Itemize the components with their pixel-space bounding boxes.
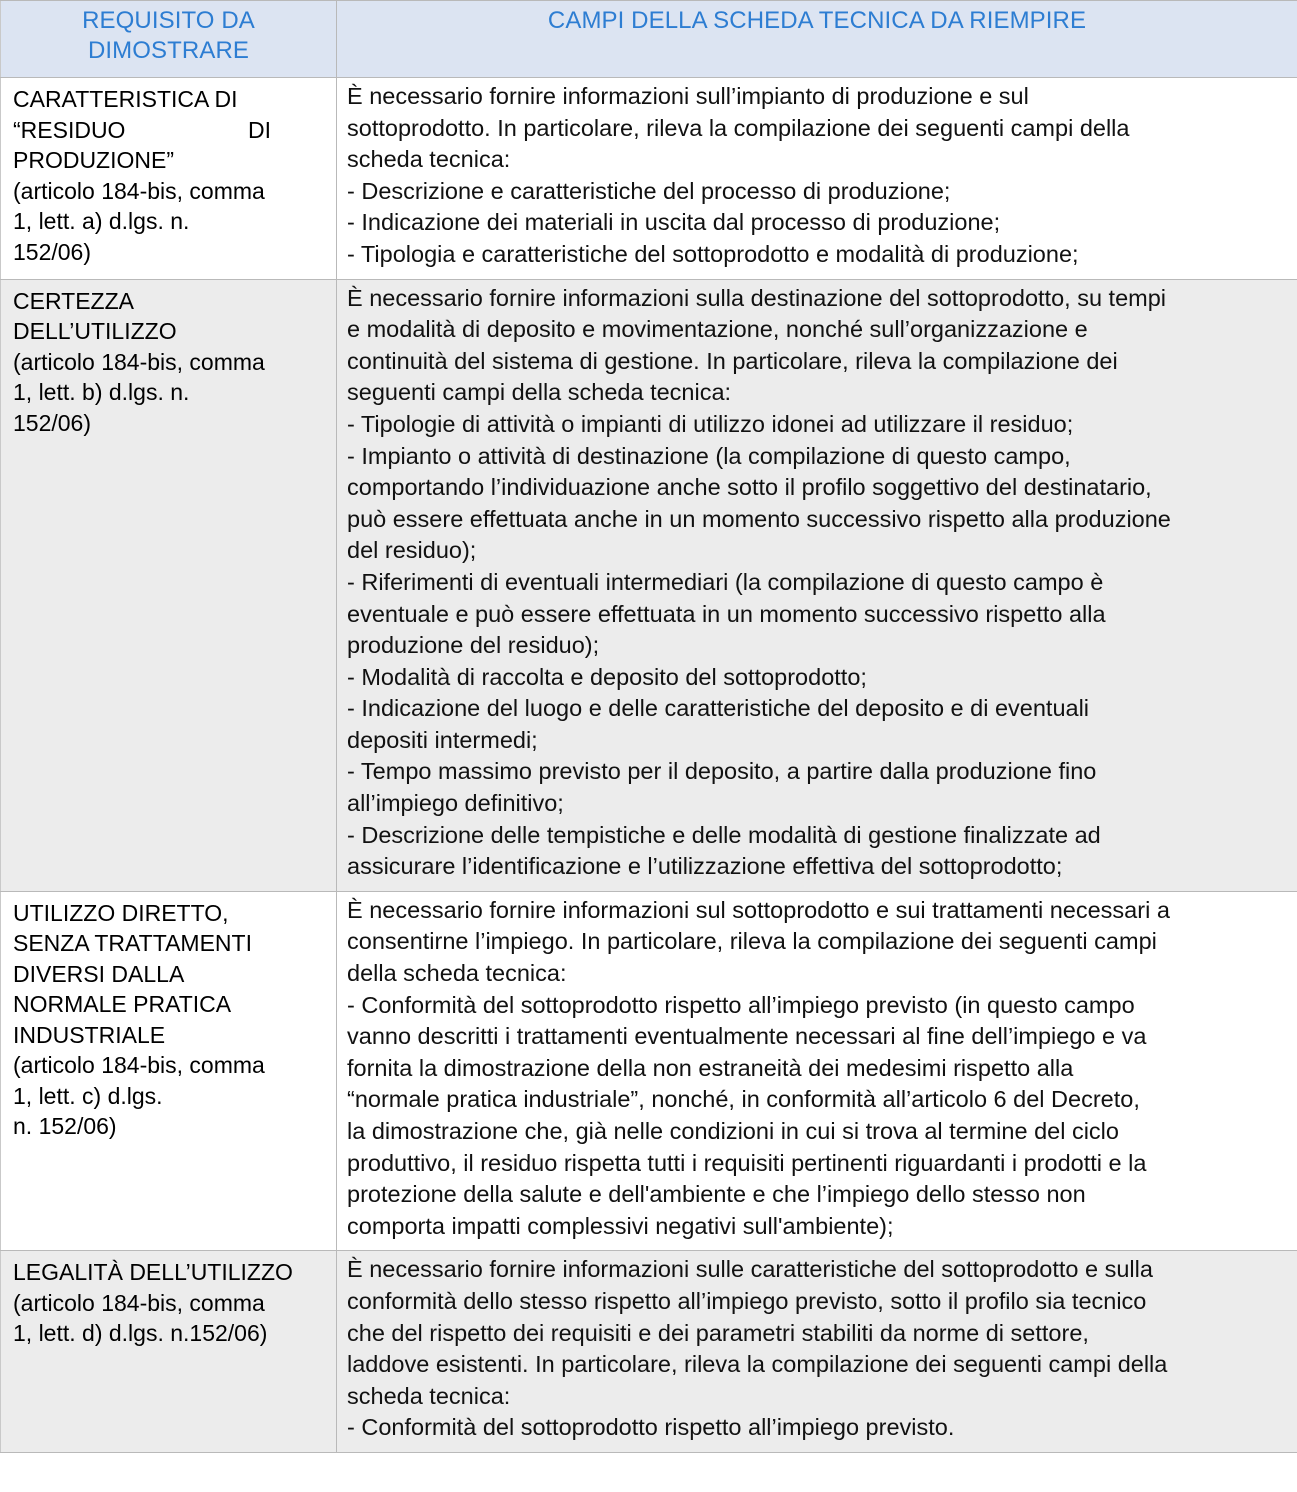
requirement-line: DELL’UTILIZZO — [13, 318, 177, 345]
requirement-line: 152/06) — [13, 409, 92, 436]
requirement-line-part: “RESIDUO — [13, 116, 126, 143]
requirement-line: CARATTERISTICA DI — [13, 86, 238, 112]
fields-line: depositi intermedi; — [347, 726, 538, 753]
requirement-line: (articolo 184-bis, comma — [13, 1052, 265, 1079]
requirement-cell-3 — [1, 891, 337, 1251]
table-header — [1, 1, 1297, 78]
fields-line: - Modalità di raccolta e deposito del sottoprodotto; — [347, 663, 867, 690]
fields-line: - Descrizione e caratteristiche del processo di produzione; — [347, 177, 951, 204]
requirement-line: CERTEZZA — [13, 287, 134, 314]
table-header-row — [1, 1, 1297, 78]
fields-line: produttivo, il residuo rispetta tutti i requisiti pertinenti riguardanti i prodotti e la — [347, 1149, 1147, 1176]
fields-line: assicurare l’identificazione e l’utilizzazione effettiva del sottoprodotto; — [347, 853, 1063, 880]
fields-line: - Tempo massimo previsto per il deposito, a partire dalla produzione fino — [347, 758, 1097, 785]
fields-line: - Impianto o attività di destinazione (la compilazione di questo campo, — [347, 442, 1071, 469]
requirement-line: NORMALE PRATICA — [13, 991, 232, 1018]
requirement-line: DIVERSI DALLA — [13, 960, 185, 987]
requirement-line: 1, lett. c) d.lgs. — [13, 1082, 163, 1109]
fields-line: - Tipologia e caratteristiche del sottoprodotto e modalità di produzione; — [347, 240, 1079, 267]
table-row — [1, 891, 1297, 1251]
fields-line: - Riferimenti di eventuali intermediari (la compilazione di questo campo è — [347, 568, 1104, 595]
requirement-line-justified — [13, 115, 271, 146]
fields-line: laddove esistenti. In particolare, rileva la compilazione dei seguenti campi della — [347, 1351, 1168, 1378]
requirement-line: LEGALITÀ DELL’UTILIZZO — [13, 1259, 293, 1286]
fields-cell-4 — [337, 1251, 1297, 1453]
fields-line: e modalità di deposito e movimentazione, nonché sull’organizzazione e — [347, 316, 1088, 343]
column-header-requisito — [1, 1, 337, 78]
fields-line: sottoprodotto. In particolare, rileva la compilazione dei seguenti campi della — [347, 114, 1130, 141]
fields-line: della scheda tecnica: — [347, 960, 567, 987]
table-row — [1, 78, 1297, 280]
fields-line: che del rispetto dei requisiti e dei parametri stabiliti da norme di settore, — [347, 1319, 1089, 1346]
requirement-line: UTILIZZO DIRETTO, — [13, 899, 229, 926]
fields-line: fornita la dimostrazione della non estraneità dei medesimi rispetto alla — [347, 1054, 1074, 1081]
fields-line: comporta impatti complessivi negativi sull'ambiente); — [347, 1212, 894, 1239]
fields-line: - Descrizione delle tempistiche e delle modalità di gestione finalizzate ad — [347, 821, 1101, 848]
requirement-line: 152/06) — [13, 238, 92, 265]
requirement-cell-1 — [1, 78, 337, 280]
fields-line: È necessario fornire informazioni sull’impianto di produzione e sul — [347, 83, 1029, 109]
requirement-line: (articolo 184-bis, comma — [13, 177, 265, 204]
fields-line: all’impiego definitivo; — [347, 790, 564, 817]
fields-line: “normale pratica industriale”, nonché, in conformità all’articolo 6 del Decreto, — [347, 1086, 1140, 1113]
fields-line: seguenti campi della scheda tecnica: — [347, 379, 732, 406]
requirement-line: 1, lett. d) d.lgs. n.152/06) — [13, 1320, 268, 1347]
table-row — [1, 1251, 1297, 1453]
fields-line: eventuale e può essere effettuata in un momento successivo rispetto alla — [347, 600, 1106, 627]
fields-line: conformità dello stesso rispetto all’impiego previsto, sotto il profilo sia tecnico — [347, 1287, 1147, 1314]
requirement-line: (articolo 184-bis, comma — [13, 348, 265, 375]
fields-cell-2 — [337, 279, 1297, 891]
requirement-line: n. 152/06) — [13, 1113, 117, 1140]
fields-line: produzione del residuo); — [347, 632, 600, 659]
column-header-requisito-line-2: DIMOSTRARE — [87, 37, 249, 64]
table-row — [1, 279, 1297, 891]
fields-line: scheda tecnica: — [347, 146, 511, 173]
column-header-requisito-line-1: REQUISITO DA — [82, 7, 255, 34]
fields-line: vanno descritti i trattamenti eventualmente necessari al fine dell’impiego e va — [347, 1023, 1147, 1050]
fields-cell-3 — [337, 891, 1297, 1251]
fields-line: del residuo); — [347, 537, 477, 564]
fields-line: - Indicazione dei materiali in uscita dal processo di produzione; — [347, 209, 1001, 236]
fields-line: - Conformità del sottoprodotto rispetto all’impiego previsto (in questo campo — [347, 991, 1135, 1018]
column-header-campi — [337, 1, 1297, 78]
fields-line: È necessario fornire informazioni sulla destinazione del sottoprodotto, su tempi — [347, 284, 1167, 311]
fields-line: può essere effettuata anche in un momento successivo rispetto alla produzione — [347, 505, 1171, 532]
fields-line: la dimostrazione che, già nelle condizioni in cui si trova al termine del ciclo — [347, 1118, 1119, 1144]
fields-line: consentirne l’impiego. In particolare, rileva la compilazione dei seguenti campi — [347, 928, 1157, 955]
requirement-cell-4 — [1, 1251, 337, 1453]
table-body — [1, 78, 1297, 1453]
requirement-line: 1, lett. b) d.lgs. n. — [13, 379, 190, 406]
fields-line: È necessario fornire informazioni sulle caratteristiche del sottoprodotto e sulla — [347, 1256, 1153, 1283]
fields-line: - Conformità del sottoprodotto rispetto all’impiego previsto. — [347, 1414, 955, 1441]
requirement-line: SENZA TRATTAMENTI — [13, 930, 252, 957]
requirement-line: (articolo 184-bis, comma — [13, 1289, 265, 1316]
fields-line: È necessario fornire informazioni sul sottoprodotto e sui trattamenti necessari a — [347, 896, 1170, 923]
fields-line: scheda tecnica: — [347, 1382, 511, 1409]
requirement-line-part: DI — [248, 116, 271, 143]
requirement-line: 1, lett. a) d.lgs. n. — [13, 208, 190, 234]
requirement-cell-2 — [1, 279, 337, 891]
fields-line: continuità del sistema di gestione. In particolare, rileva la compilazione dei — [347, 347, 1118, 374]
fields-line: protezione della salute e dell'ambiente e che l’impiego dello stesso non — [347, 1181, 1086, 1208]
column-header-campi-line-1: CAMPI DELLA SCHEDA TECNICA DA RIEMPIRE — [547, 7, 1087, 34]
fields-line: - Tipologie di attività o impianti di utilizzo idonei ad utilizzare il residuo; — [347, 410, 1074, 437]
fields-line: - Indicazione del luogo e delle caratteristiche del deposito e di eventuali — [347, 695, 1090, 722]
requirement-line: PRODUZIONE” — [13, 147, 174, 173]
fields-cell-1 — [337, 78, 1297, 280]
fields-line: comportando l’individuazione anche sotto il profilo soggettivo del destinatario, — [347, 474, 1152, 501]
requirement-line: INDUSTRIALE — [13, 1021, 166, 1048]
